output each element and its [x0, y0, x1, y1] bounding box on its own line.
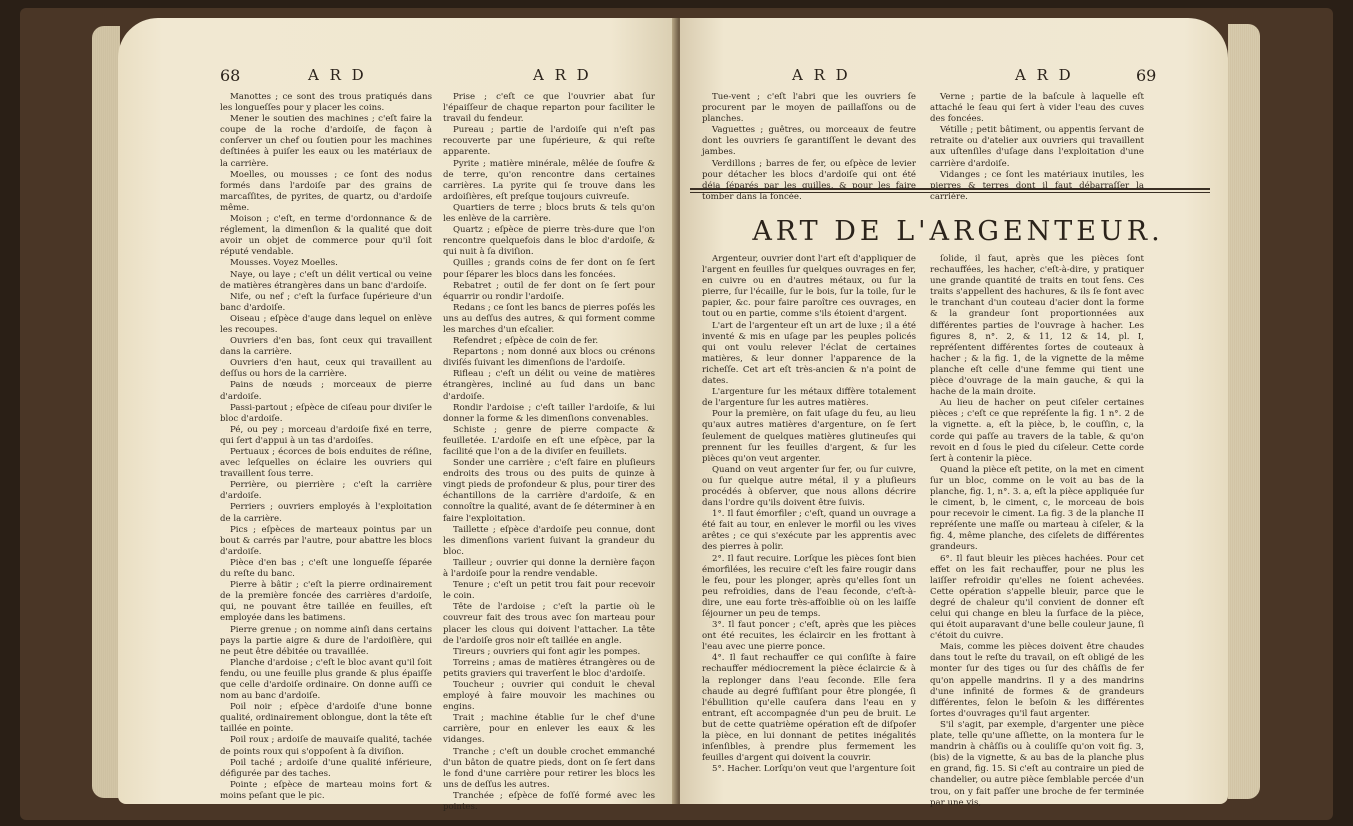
right-body-column-1 [702, 254, 916, 775]
right-page-number: 69 [1136, 66, 1157, 85]
paragraph: Toucheur ; ouvrier qui conduit le cheval employé à faire mouvoir les machines ou engins. [443, 679, 655, 713]
paragraph: L'art de l'argenteur eſt un art de luxe ; il a été inventé & mis en uſage par les peuples policés qui ont voulu relever l'éclat de certaines matières, & leur donner l'apparence de la richeſſe. Cet art eſt très-ancien & n'a point de dates. [702, 320, 916, 387]
paragraph: Torreins ; amas de matières étrangères ou de petits graviers qui traverſent le bloc d'ardoiſe. [443, 657, 655, 679]
paragraph: Vétille ; petit bâtiment, ou appentis ſervant de retraite ou d'atelier aux ouvriers qui travaillent aux uſtenſiles d'uſage dans l'exploitation d'une carrière d'ardoiſe. [930, 125, 1144, 169]
paragraph: Mousses. Voyez Moelles. [230, 258, 338, 269]
paragraph: Rebatret ; outil de fer dont on ſe ſert pour équarrir ou rondir l'ardoiſe. [443, 280, 655, 302]
paragraph: Pyrite ; matière minérale, mêlée de ſoufre & de terre, qu'on rencontre dans certaines carrières. La pyrite qui ſe trouve dans les ardoiſières, eſt preſque toujours cuivreuſe. [443, 158, 655, 202]
section-title: ART DE L'ARGENTEUR. [752, 216, 1164, 247]
paragraph: Argenteur, ouvrier dont l'art eſt d'appliquer de l'argent en feuilles ſur quelques ouvrages en fer, en cuivre ou en d'autres métaux, ou ſur la pierre, ſur l'écaille, ſur le bois, ſur la toile, ſur le papier, &c. pour faire paroître ces ouvrages, en tout ou en partie, comme s'ils étoient d'argent. [702, 254, 916, 320]
paragraph: Refendret ; eſpèce de coin de fer. [453, 336, 599, 347]
paragraph: Sonder une carrière ; c'eſt faire en pluſieurs endroits des trous ou des puits de quinze à vingt pieds de profondeur & plus, pour tirer des échantillons de la carrière d'ardoiſe, & en connoître la qualité, avant de ſe déterminer à en faire l'exploitation. [443, 458, 655, 524]
paragraph: Repartons ; nom donné aux blocs ou crénons diviſés ſuivant les dimenſions de l'ardoiſe. [443, 347, 655, 369]
paragraph: Pains de nœuds ; morceaux de pierre d'ardoiſe. [220, 380, 432, 402]
paragraph: Pierre à bâtir ; c'eſt la pierre ordinairement de la première foncée des carrières d'ardoiſe, qui, ne pouvant être taillée en feuilles, eſt employée dans les batimens. [220, 580, 432, 624]
paragraph: 2°. Il faut recuire. Lorſque les pièces ſont bien émorfilées, les recuire c'eſt les faire rougir dans le feu, pour les plonger, après qu'elles ſont un peu refroidies, dans de l'eau ſeconde, c'eſt-à-dire, une eau forte très-affoiblie où on les laiſſe ſéjourner un peu de temps. [702, 553, 916, 619]
paragraph: L'argenture ſur les métaux diffère totalement de l'argenture ſur les autres matières. [702, 387, 916, 409]
paragraph: Trait ; machine établie ſur le chef d'une carrière, pour en enlever les eaux & les vidanges. [443, 713, 655, 746]
title-rule-top-thin [690, 192, 1210, 193]
paragraph: Pé, ou pey ; morceau d'ardoiſe fixé en terre, qui ſert d'appui à un tas d'ardoiſes. [220, 424, 432, 446]
paragraph: ſolide, il faut, après que les pièces ſont rechauffées, les hacher, c'eſt-à-dire, y pratiquer une grande quantité de traits en tout ſens. Ces traits s'appellent des hachures, & ils ſe font avec le tranchant d'un couteau d'acier dont la forme & la grandeur ſont proportionnées aux différentes parties de l'ouvrage à hacher. Les figures 8, n°. 2, & 11, 12 & 14, pl. I, repréſentent différentes ſortes de couteaux à hacher ; & la fig. 1, de la vignette de la même planche eſt celle d'une femme qui tient une pièce d'ouvrage de la main gauche, & qui la hache de la main droite. [930, 254, 1144, 398]
paragraph: Pour la première, on fait uſage du feu, au lieu qu'aux autres matières d'argenture, on ſe ſert ſeulement de quelques matières glutineuſes qui prennent ſur les feuilles d'argent, & ſur les pièces qu'on veut argenter. [702, 409, 916, 464]
paragraph: Pics ; eſpèces de marteaux pointus par un bout & carrés par l'autre, pour abattre les blocs d'ardoiſe. [220, 524, 432, 557]
paragraph: Tranche ; c'eſt un double crochet emmanché d'un bâton de quatre pieds, dont on ſe ſert dans le fond d'une carrière pour retirer les blocs les uns de deſſus les autres. [443, 746, 655, 790]
right-header-right: A R D [1015, 66, 1074, 84]
paragraph: Tenure ; c'eſt un petit trou fait pour recevoir le coin. [443, 580, 655, 602]
paragraph: 1°. Il faut émorfiler ; c'eſt, quand un ouvrage a été fait au tour, en enlever le morfil ou les vives arêtes ; ce qui s'exécute par les apprentis avec des pierres à polir. [702, 509, 917, 553]
paragraph: Ouvriers d'en haut, ceux qui travaillent au deſſus ou hors de la carrière. [220, 358, 432, 380]
paragraph: Pierre grenue ; on nomme ainſi dans certains pays la partie aigre & dure de l'ardoiſière, qui ne peut être débitée ou travaillée. [220, 624, 432, 657]
left-header-right: A R D [533, 66, 592, 84]
paragraph: Schiste ; genre de pierre compacte & feuilletée. L'ardoiſe en eſt une eſpèce, par la facilité que l'on a de la diviſer en feuillets. [443, 424, 655, 457]
paragraph: Vaguettes ; guêtres, ou morceaux de feutre dont les ouvriers ſe garantiſſent le devant des jambes. [702, 125, 916, 158]
paragraph: Poil noir ; eſpèce d'ardoiſe d'une bonne qualité, ordinairement oblongue, dont la tête eſt taillée en pointe. [220, 702, 432, 735]
paragraph: Redans ; ce ſont les bancs de pierres poſés les uns au deſſus des autres, & qui forment comme les marches d'un eſcalier. [443, 302, 655, 335]
paragraph: Moison ; c'eſt, en terme d'ordonnance & de réglement, la dimenſion & la qualité que doit avoir un objet de commerce pour qu'il ſoit réputé vendable. [220, 214, 432, 258]
paragraph: Pièce d'en bas ; c'eſt une longueſſe ſéparée du reſte du banc. [220, 557, 432, 580]
right-top-column-1 [702, 92, 916, 203]
paragraph: Rifleau ; c'eſt un délit ou veine de matières étrangères, incliné au ſud dans un banc d'ardoiſe. [443, 369, 655, 402]
right-header-left: A R D [792, 66, 851, 84]
paragraph: Oiseau ; eſpèce d'auge dans lequel on enlève les recoupes. [220, 313, 432, 335]
paragraph: 4°. Il faut rechauffer ce qui conſiſte à faire rechauffer médiocrement la pièce éclaircie & à la replonger dans l'eau ſeconde. Elle ſera chaude au degré ſuffiſant pour être plongée, ſi l'ébullition qu'elle cauſera dans l'eau en y entrant, eſt accompagnée d'un peu de bruit. Le but de cette quatrième opération eſt de diſpoſer la pièce, en lui donnant de petites inégalités inſenſibles, à prendre plus fermement les feuilles d'argent qui doivent la couvrir. [702, 653, 916, 764]
title-rule-top [690, 188, 1210, 190]
right-body-column-2 [930, 254, 1144, 809]
left-column-1 [220, 92, 432, 802]
paragraph: Pertuaux ; écorces de bois enduites de réſine, avec leſquelles on éclaire les ouvriers qui travaillent ſous terre. [220, 447, 432, 480]
paragraph: Pureau ; partie de l'ardoiſe qui n'eſt pas recouverte par une ſupérieure, & qui reſte apparente. [443, 125, 655, 158]
paragraph: Tête de l'ardoise ; c'eſt la partie où le couvreur fait des trous avec ſon marteau pour placer les clous qui doivent l'attacher. La tête de l'ardoiſe gros noir eſt taillée en angle. [443, 602, 655, 646]
paragraph: Prise ; c'eſt ce que l'ouvrier abat ſur l'épaiſſeur de chaque reparton pour faciliter le travail du fendeur. [443, 92, 655, 125]
left-page-edges [92, 26, 120, 798]
paragraph: Planche d'ardoise ; c'eſt le bloc avant qu'il ſoit fendu, ou une feuille plus grande & plus épaiſſe que celle d'ardoiſe ordinaire. On donne auſſi ce nom au banc d'ardoiſe. [220, 657, 432, 702]
paragraph: Quartiers de terre ; blocs bruts & tels qu'on les enlève de la carrière. [443, 202, 655, 225]
paragraph: 3°. Il faut poncer ; c'eſt, après que les pièces ont été recuites, les éclaircir en les frottant à l'eau avec une pierre ponce. [702, 620, 916, 653]
paragraph: Poil taché ; ardoiſe d'une qualité inférieure, défigurée par des taches. [220, 757, 432, 779]
paragraph: 5°. Hacher. Lorſqu'on veut que l'argenture ſoit [712, 764, 916, 775]
paragraph: Mais, comme les pièces doivent être chaudes dans tout le reſte du travail, on eſt obligé de les monter ſur des tiges ou ſur des châſſis de fer qu'on appelle mandrins. Il y a des mandrins d'une infinité de formes & de grandeurs différentes, ſelon le beſoin & les différentes ſortes d'ouvrages qu'il faut argenter. [930, 642, 1144, 719]
paragraph: Naye, ou laye ; c'eſt un délit vertical ou veine de matières étrangères dans un banc d'ardoiſe. [220, 269, 432, 291]
paragraph: S'il s'agit, par exemple, d'argenter une pièce plate, telle qu'une aſſiette, on la montera ſur le mandrin à châſſis ou à couliſſe qu'on voit fig. 3, (bis) de la vignette, & au bas de la planche plus en grand, fig. 15. Si c'eſt au contraire un pied de chandelier, ou autre pièce ſemblable percée d'un trou, on y fait paſſer une broche de fer terminée par une vis, [930, 719, 1144, 808]
paragraph: Tranchée ; eſpèce de foſſé formé avec les pointes. [443, 790, 655, 812]
paragraph: Quand on veut argenter ſur fer, ou ſur cuivre, ou ſur quelque autre métal, il y a pluſieurs procédés à obſerver, que nous allons décrire dans l'ordre qu'ils doivent être ſuivis. [702, 464, 916, 509]
paragraph: Perrière, ou pierrière ; c'eſt la carrière d'ardoiſe. [220, 480, 432, 502]
paragraph: Passi-partout ; eſpèce de ciſeau pour diviſer le bloc d'ardoiſe. [220, 402, 432, 424]
right-page-edges [1228, 24, 1260, 799]
paragraph: Verne ; partie de la baſcule à laquelle eſt attaché le ſeau qui ſert à vider l'eau des cuves des foncées. [930, 92, 1144, 125]
paragraph: Manottes ; ce sont des trous pratiqués dans les longueſſes pour y placer les coins. [220, 92, 432, 114]
paragraph: Tue-vent ; c'eſt l'abri que les ouvriers ſe procurent par le moyen de paillaſſons ou de planches. [702, 92, 916, 125]
left-page-number: 68 [220, 66, 241, 85]
paragraph: Quilles ; grands coins de fer dont on ſe ſert pour ſéparer les blocs dans les foncées. [443, 258, 655, 280]
paragraph: Poil roux ; ardoiſe de mauvaiſe qualité, tachée de points roux qui s'oppoſent à ſa diviſion. [220, 735, 432, 757]
paragraph: Ouvriers d'en bas, ſont ceux qui travaillent dans la carrière. [220, 336, 432, 358]
paragraph: Moelles, ou mousses ; ce ſont des nodus formés dans l'ardoiſe par des grains de marcaſſites, de pyrites, de quartz, ou d'ardoiſe même. [220, 169, 432, 213]
paragraph: Nife, ou nef ; c'eſt la ſurface ſupérieure d'un banc d'ardoiſe. [220, 291, 432, 313]
paragraph: Quand la pièce eſt petite, on la met en ciment ſur un bloc, comme on le voit au bas de la planche, fig. 1, n°. 3. a, eſt la pièce appliquée ſur le ciment, b, le ciment, c, le morceau de bois pour recevoir le ciment. La fig. 3 de la planche II repréſente une maſſe ou marteau à ciſeler, & la fig. 4, même planche, des ciſelets de différentes grandeurs. [930, 464, 1144, 553]
paragraph: Pointe ; eſpèce de marteau moins fort & moins peſant que le pic. [220, 779, 432, 801]
left-page [118, 18, 678, 812]
paragraph: Rondir l'ardoise ; c'eſt tailler l'ardoiſe, & lui donner la forme & les dimenſions convenables. [443, 402, 655, 424]
paragraph: Quartz ; eſpèce de pierre très-dure que l'on rencontre quelquefois dans le bloc d'ardoiſe, & qui nuit à ſa diviſion. [443, 225, 655, 258]
paragraph: Perriers ; ouvriers employés à l'exploitation de la carrière. [220, 502, 432, 524]
paragraph: Tailleur ; ouvrier qui donne la dernière façon à l'ardoiſe pour la rendre vendable. [443, 557, 655, 580]
right-page [680, 18, 1228, 808]
right-top-column-2 [930, 92, 1144, 203]
paragraph: Taillette ; eſpèce d'ardoiſe peu connue, dont les dimenſions varient ſuivant la grandeur du bloc. [443, 524, 655, 557]
paragraph: Verdillons ; barres de fer, ou eſpèce de levier pour détacher les blocs d'ardoiſe qui ont été déja ſéparés par les quilles, & pour les faire tomber dans la foncée. [702, 158, 916, 202]
paragraph: Tireurs ; ouvriers qui font agir les pompes. [453, 646, 641, 657]
paragraph: Mener le soutien des machines ; c'eſt faire la coupe de la roche d'ardoiſe, de façon à conſerver un chef ou ſoutien pour les machines deſtinées à puiſer les eaux ou les matériaux de la carrière. [220, 114, 432, 169]
left-header-left: A R D [308, 66, 367, 84]
paragraph: 6°. Il faut bleuir les pièces hachées. Pour cet effet on les fait rechauffer, pour ne plus les laiſſer refroidir qu'elles ne ſoient achevées. Cette opération s'appelle bleuir, parce que le degré de chaleur qu'il convient de donner eſt celui qui change en bleu la ſurface de la pièce, qui étoit auparavant d'une belle couleur jaune, ſi c'étoit du cuivre. [930, 553, 1144, 642]
paragraph: Vidanges ; ce ſont les matériaux inutiles, les pierres & terres dont il faut débarraſſer la carrière. [930, 169, 1144, 202]
left-column-2 [443, 92, 655, 813]
paragraph: Au lieu de hacher on peut ciſeler certaines pièces ; c'eſt ce que repréſente la fig. 1 n°. 2 de la vignette. a, eſt la pièce, b, le couſſin, c, la corde qui paſſe au travers de la table, & qu'on revoit en d ſous le pied du ciſeleur. Cette corde ſert à contenir la pièce. [930, 398, 1144, 464]
